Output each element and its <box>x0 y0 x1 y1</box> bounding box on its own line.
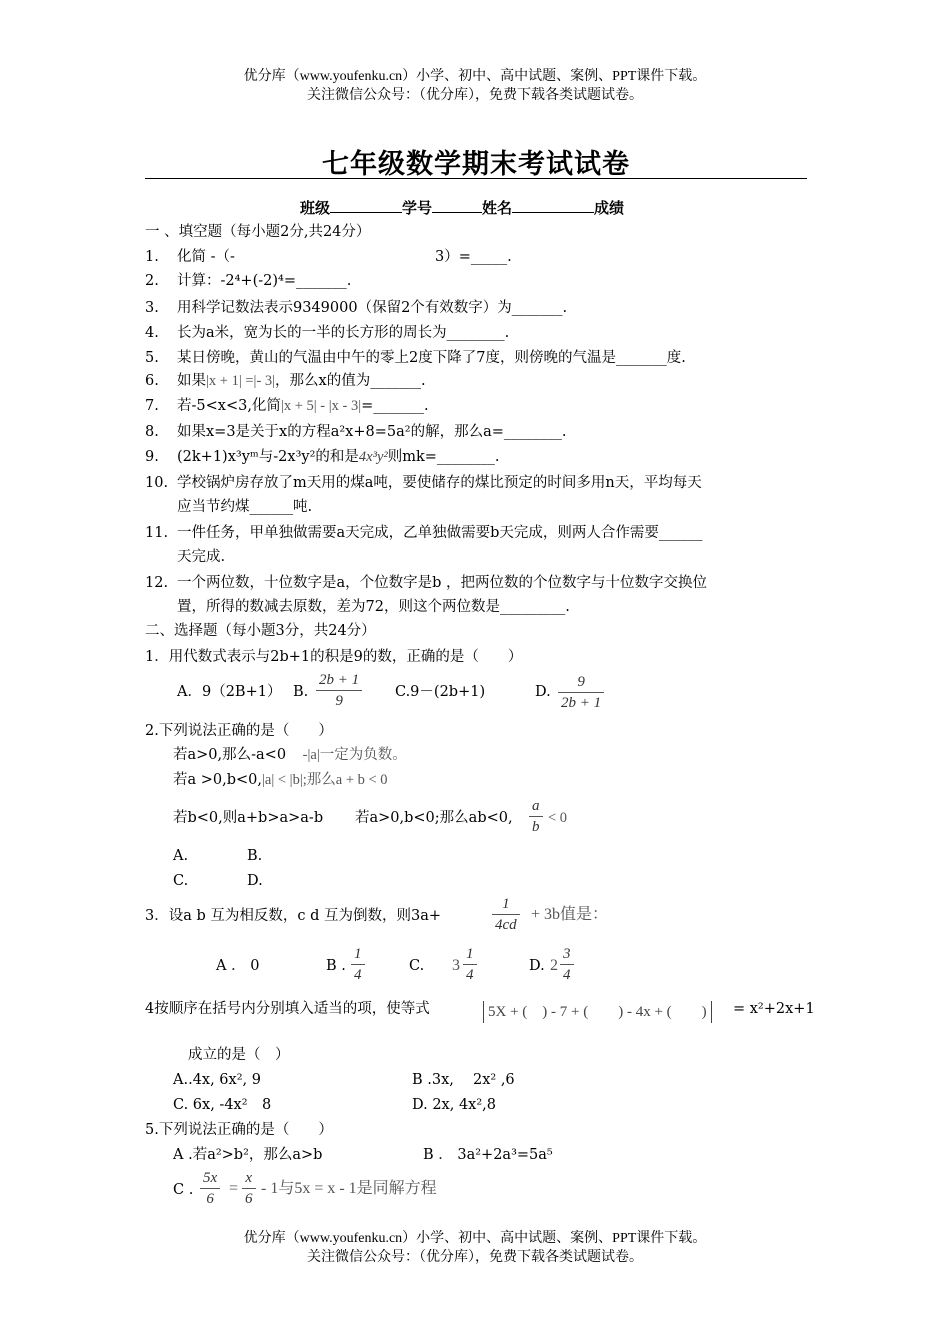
option-c: C. <box>409 958 425 974</box>
question-text: 如果x=3是关于x的方程a²x+8=5a²的解，那么a=________. <box>177 424 567 440</box>
option-d: D. 2x, 4x²,8 <box>412 1097 496 1113</box>
mixed-whole: 3 <box>452 957 460 974</box>
fill-q8 <box>145 422 567 442</box>
option-a: A..4x, 6x², 9 <box>173 1072 261 1088</box>
statement-text: 若a>0,那么-a<0 <box>173 747 287 763</box>
option-b-fraction: $\frac{2b + 1}{9}$ <box>316 672 362 709</box>
statement-text: 若a >0,b<0, <box>173 772 263 788</box>
question-text: (2k+1)x³yᵐ与-2x³y²的和是 <box>177 449 359 465</box>
question-text: 3．设a b 互为相反数，c d 互为倒数，则3a+ <box>145 908 442 924</box>
equals-sign: = <box>229 1180 239 1197</box>
choice-q1-stem: 1．用代数式表示与2b+1的积是9的数，正确的是（ ） <box>145 649 523 665</box>
math-expression: < 0 <box>548 810 568 826</box>
option-d: D. <box>535 684 551 700</box>
fill-q1 <box>145 247 512 267</box>
page-header-line1: 优分库（www.youfenku.cn）小学、初中、高中试题、案例、PPT课件下载。 <box>243 69 707 84</box>
choice-q2-stem: 2.下列说法正确的是（ ） <box>145 723 333 739</box>
option-c: C. <box>173 873 189 889</box>
question-number: 11. <box>145 525 169 541</box>
page-header-line2: 关注微信公众号：（优分库），免费下载各类试题试卷。 <box>307 88 643 103</box>
question-number: 3. <box>145 300 159 316</box>
option-b: B . <box>326 958 346 974</box>
option-b: B. <box>247 848 263 864</box>
option-b-fraction: $\frac{1}{4}$ <box>351 946 365 983</box>
question-text: 某日傍晚，黄山的气温由中午的零上2度下降了7度，则傍晚的气温是_______度. <box>177 350 686 366</box>
question-text: ，那么x的值为_______. <box>275 373 426 389</box>
statement-text: 若b<0,则a+b>a>a-b <box>173 810 324 826</box>
class-blank <box>330 198 402 213</box>
choice-q2-line1 <box>173 745 407 765</box>
question-text: 则mk=________. <box>387 449 500 465</box>
choice-q5-options-ab <box>173 1145 553 1165</box>
score-label: 成绩 <box>594 199 625 217</box>
option-c: C. 6x, -4x² 8 <box>173 1097 272 1113</box>
question-text: 一件任务，甲单独做需要a天完成，乙单独做需要b天完成，则两人合作需要______ <box>177 525 703 541</box>
name-blank <box>512 198 594 213</box>
fill-q2 <box>145 271 352 291</box>
number-blank <box>432 198 482 213</box>
question-text: 3）=_____. <box>435 249 512 265</box>
option-c-fraction: $\frac{1}{4}$ <box>463 946 477 983</box>
question-text: 化简 -（- <box>177 249 235 265</box>
math-expression: 4x³y² <box>358 449 388 465</box>
choice-q4-options-cd <box>173 1095 496 1115</box>
option-c: C . <box>173 1182 194 1198</box>
fill-q11 <box>145 523 703 543</box>
name-label: 姓名 <box>482 199 513 217</box>
five-x-over-six-fraction: $\frac{5x}{6}$ <box>200 1170 220 1207</box>
option-a: A. <box>173 848 189 864</box>
number-label: 学号 <box>402 199 433 217</box>
fill-q7 <box>145 396 429 416</box>
choice-q4-options-ab <box>173 1070 515 1090</box>
question-text: 长为a米，宽为长的一半的长方形的周长为________. <box>177 325 510 341</box>
a-over-b-fraction: $\frac{a}{b}$ <box>529 798 543 835</box>
choice-q2-options-ab <box>173 846 263 866</box>
page-title: 七年级数学期末考试试卷 <box>322 149 630 180</box>
section1-heading: 一 、填空题（每小题2分,共24分） <box>145 224 371 240</box>
math-expression: |a| < |b|;那么a + b < 0 <box>262 772 388 788</box>
fill-q11-cont: 天完成. <box>177 549 226 565</box>
question-number: 5. <box>145 350 159 366</box>
fill-q4 <box>145 323 510 343</box>
question-number: 12. <box>145 575 169 591</box>
math-expression: |x + 1| =|- 3| <box>206 373 276 389</box>
option-b: B .3x, 2x² ,6 <box>412 1072 515 1088</box>
section2-heading: 二、选择题（每小题3分，共24分） <box>145 623 376 639</box>
fill-q9 <box>145 447 500 467</box>
one-over-4cd-fraction: $\frac{1}{4cd}$ <box>492 896 520 933</box>
fill-q10-cont: 应当节约煤______吨. <box>177 499 313 515</box>
question-number: 1. <box>145 249 159 265</box>
question-text: 一个两位数，十位数字是a，个位数字是b ，把两位数的个位数字与十位数字交换位 <box>177 575 708 591</box>
option-a: A .若a²>b²，那么a>b <box>173 1147 323 1163</box>
choice-q2-line2 <box>173 770 388 790</box>
option-b: B ． 3a²+2a³=5a⁵ <box>423 1147 553 1163</box>
fill-q5 <box>145 348 686 368</box>
question-text: =_______. <box>361 398 429 414</box>
question-number: 10. <box>145 475 169 491</box>
question-number: 2. <box>145 273 159 289</box>
question-number: 6. <box>145 373 159 389</box>
question-number: 9. <box>145 449 159 465</box>
option-b: B. <box>293 684 309 700</box>
fill-q6 <box>145 371 426 391</box>
option-d: D. <box>529 958 545 974</box>
question-text: 4按顺序在括号内分别填入适当的项，使等式 <box>145 1001 430 1017</box>
option-a: A ． 0 <box>216 958 260 974</box>
option-d: D. <box>247 873 263 889</box>
question-text: 若-5<x<3,化简 <box>177 398 281 414</box>
choice-q5-stem: 5.下列说法正确的是（ ） <box>145 1122 333 1138</box>
choice-q2-options-cd <box>173 871 263 891</box>
question-number: 4. <box>145 325 159 341</box>
question-text: 计算：-2⁴+(-2)⁴=_______. <box>177 273 352 289</box>
question-number: 8. <box>145 424 159 440</box>
question-text: 如果 <box>177 373 206 389</box>
question-number: 7. <box>145 398 159 414</box>
question-text: 学校锅炉房存放了m天用的煤a吨，要使储存的煤比预定的时间多用n天，平均每天 <box>177 475 702 491</box>
statement-text: 若a>0,b<0;那么ab<0, <box>355 810 513 826</box>
math-expression: - 1与5x = x - 1是同解方程 <box>261 1180 437 1197</box>
choice-q4-stem2: 成立的是（ ） <box>188 1047 290 1063</box>
question-text: = x²+2x+1 <box>733 1001 815 1017</box>
page-footer-line2: 关注微信公众号：（优分库），免费下载各类试题试卷。 <box>307 1250 643 1265</box>
fill-q10 <box>145 473 702 493</box>
page-footer-line1: 优分库（www.youfenku.cn）小学、初中、高中试题、案例、PPT课件下载。 <box>243 1231 707 1246</box>
student-info-line <box>300 197 624 218</box>
option-a: A．9（2B+1） <box>177 684 282 700</box>
math-expression: -|a|一定为负数。 <box>302 747 407 763</box>
math-expression: + 3b值是： <box>531 906 609 923</box>
option-c: C.9－(2b+1) <box>395 684 486 700</box>
fill-q3 <box>145 298 568 318</box>
fill-q12-cont: 置，所得的数减去原数，差为72，则这个两位数是_________. <box>177 599 570 615</box>
fill-q12 <box>145 573 708 593</box>
x-over-six-fraction: $\frac{x}{6}$ <box>242 1170 256 1207</box>
title-divider <box>145 178 807 179</box>
option-d-fraction: $\frac{3}{4}$ <box>560 946 574 983</box>
math-expression: |x + 5| - |x - 3| <box>280 398 362 414</box>
option-d-fraction: $\frac{9}{2b + 1}$ <box>558 674 604 711</box>
question-text: 用科学记数法表示9349000（保留2个有效数字）为_______. <box>177 300 568 316</box>
mixed-whole: 2 <box>550 957 558 974</box>
class-label: 班级 <box>300 199 331 217</box>
equation-box: 5X + ( ) - 7 + ( ) - 4x + ( ) <box>483 1001 712 1023</box>
